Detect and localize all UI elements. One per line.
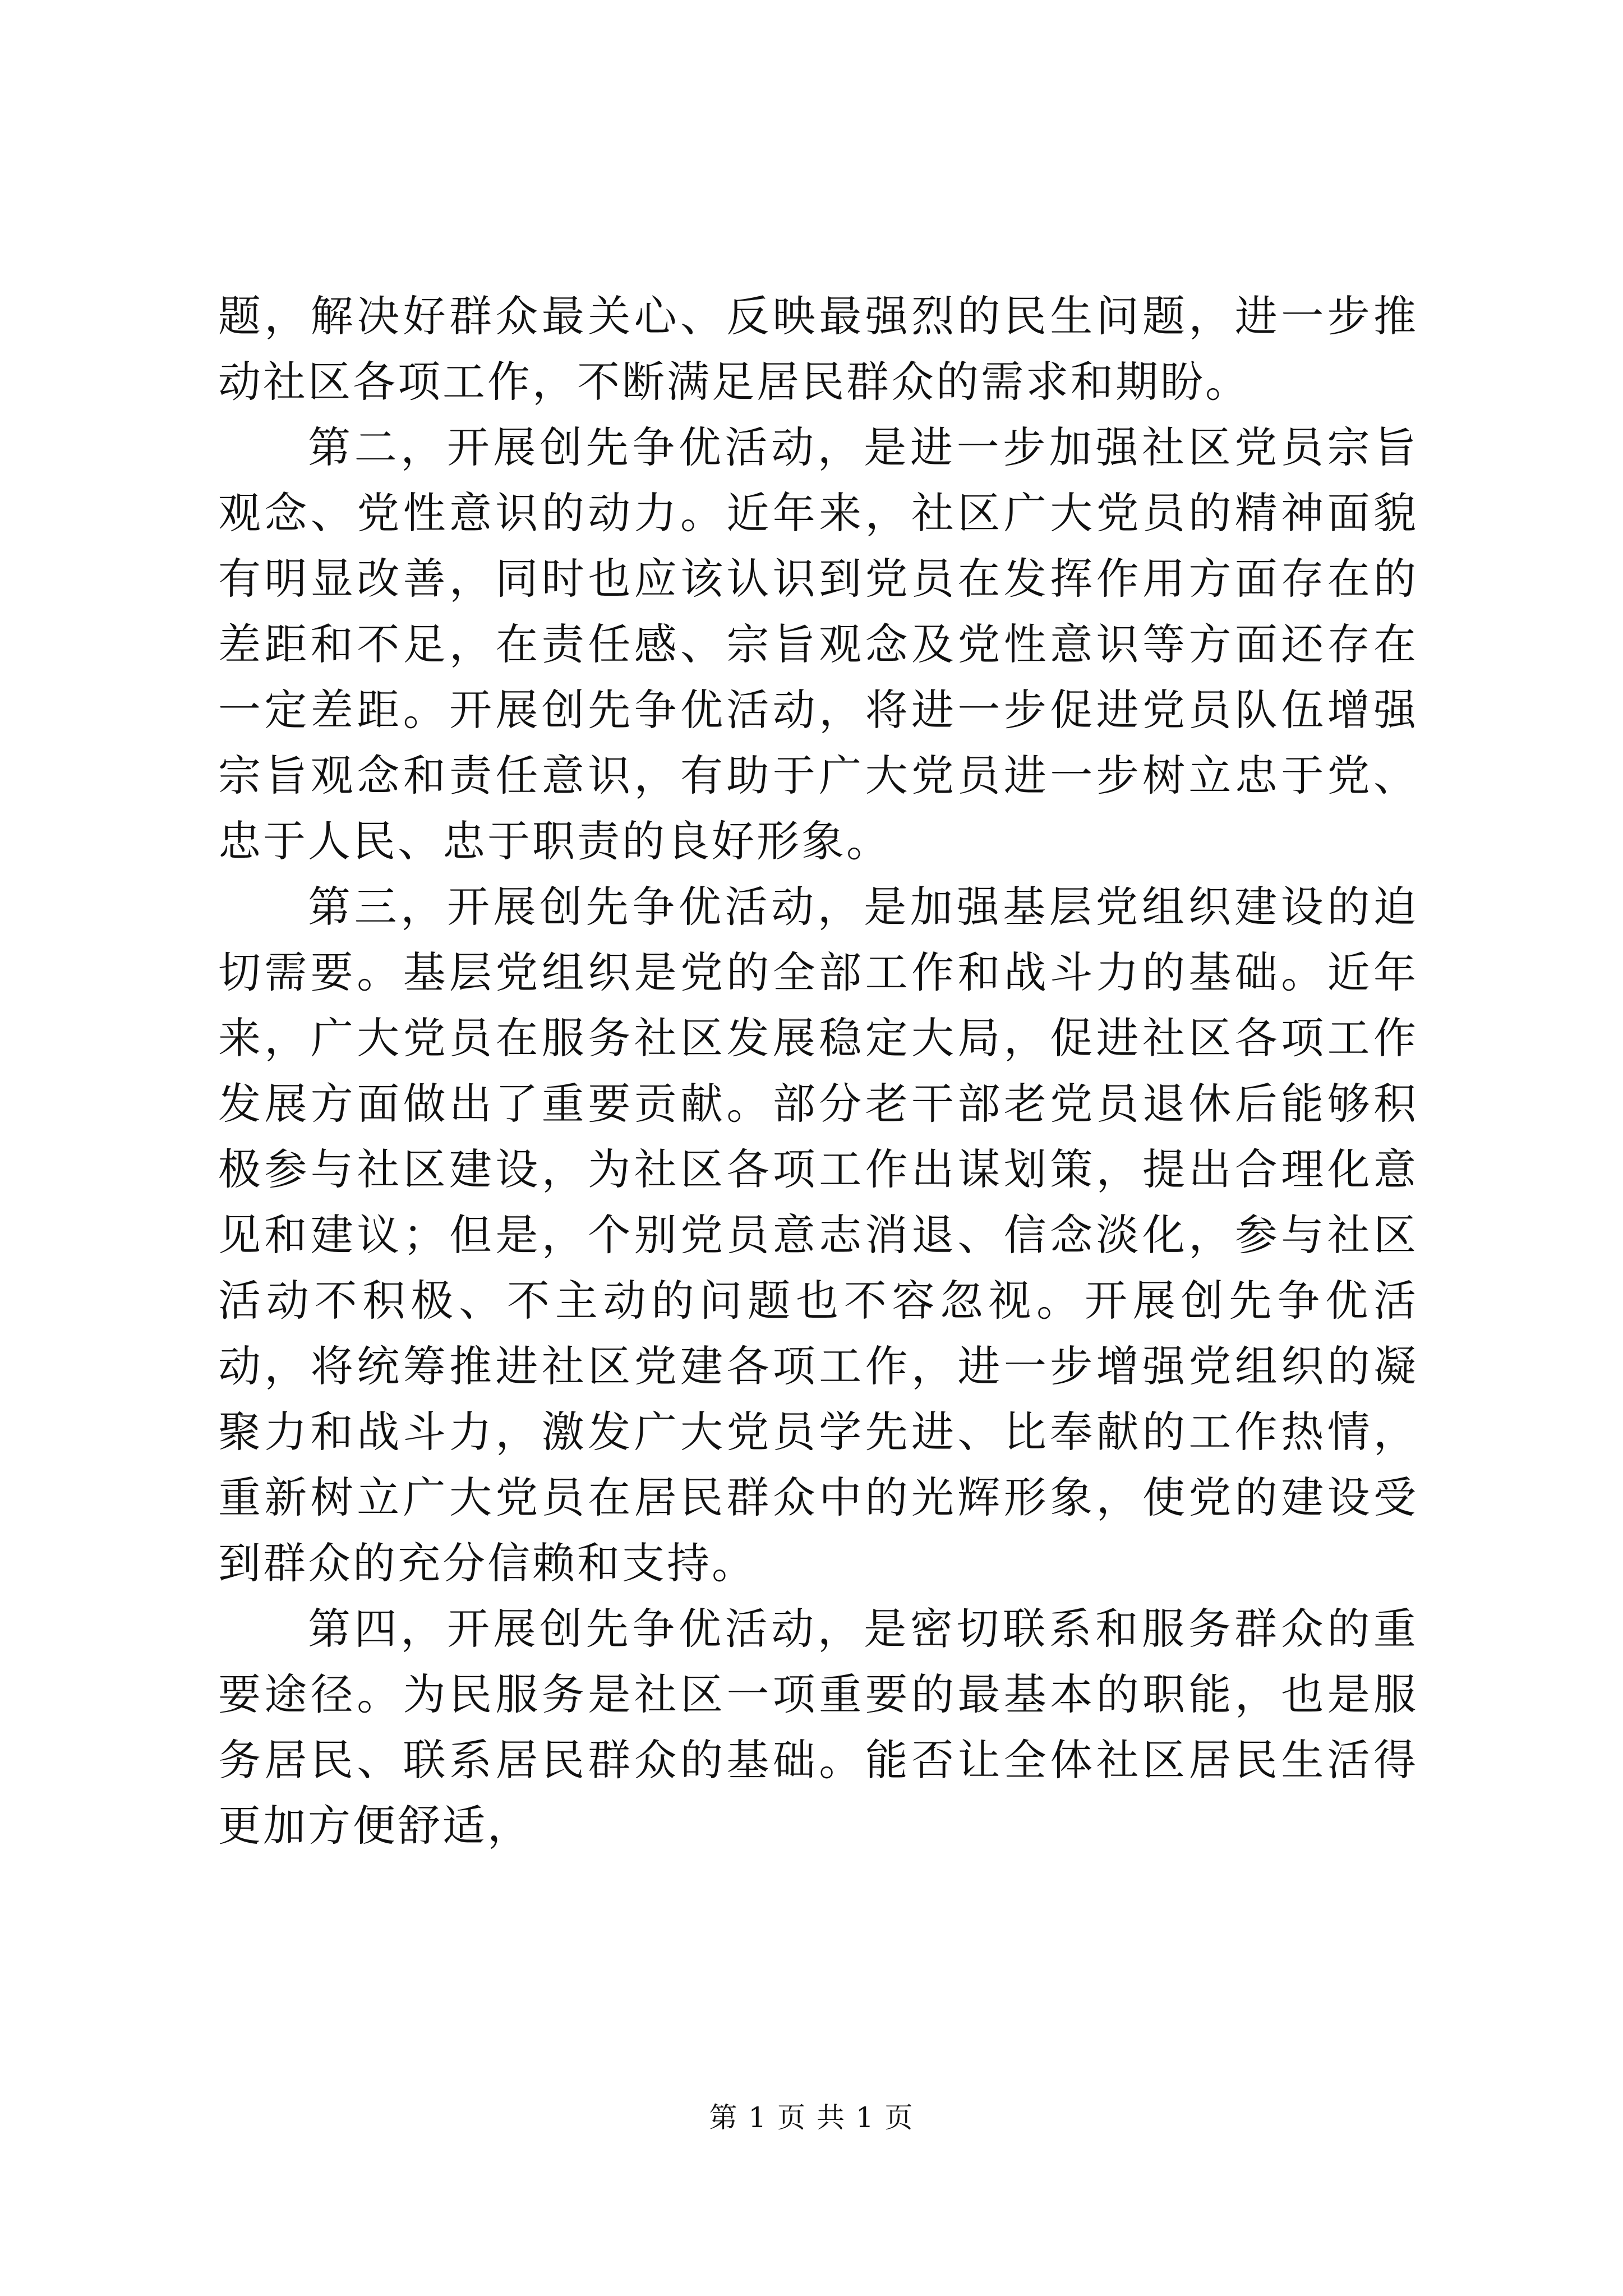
paragraph-continuation: 题，解决好群众最关心、反映最强烈的民生问题，进一步推动社区各项工作，不断满足居民群众的需求和期盼。 (218, 291, 1418, 407)
paragraph-second-point: 第二，开展创先争优活动，是进一步加强社区党员宗旨观念、党性意识的动力。近年来，社区广大党员的精神面貌有明显改善，同时也应该认识到党员在发挥作用方面存在的差距和不足，在责任感、宗旨观念及党性意识等方面还存在一定差距。开展创先争优活动，将进一步促进党员队伍增强宗旨观念和责任意识，有助于广大党员进一步树立忠于党、忠于人民、忠于职责的良好形象。 (218, 422, 1418, 866)
page-number-footer: 第 1 页 共 1 页 (709, 2101, 914, 2134)
paragraph-fourth-point: 第四，开展创先争优活动，是密切联系和服务群众的重要途径。为民服务是社区一项重要的最基本的职能，也是服务居民、联系居民群众的基础。能否让全体社区居民生活得更加方便舒适， (218, 1604, 1418, 1851)
paragraph-third-point: 第三，开展创先争优活动，是加强基层党组织建设的迫切需要。基层党组织是党的全部工作和战斗力的基础。近年来，广大党员在服务社区发展稳定大局，促进社区各项工作发展方面做出了重要贡献。部分老干部老党员退休后能够积极参与社区建设，为社区各项工作出谋划策，提出合理化意见和建议；但是，个别党员意志消退、信念淡化，参与社区活动不积极、不主动的问题也不容忽视。开展创先争优活动，将统筹推进社区党建各项工作，进一步增强党组织的凝聚力和战斗力，激发广大党员学先进、比奉献的工作热情，重新树立广大党员在居民群众中的光辉形象，使党的建设受到群众的充分信赖和支持。 (218, 882, 1418, 1588)
document-body (218, 283, 1418, 1858)
